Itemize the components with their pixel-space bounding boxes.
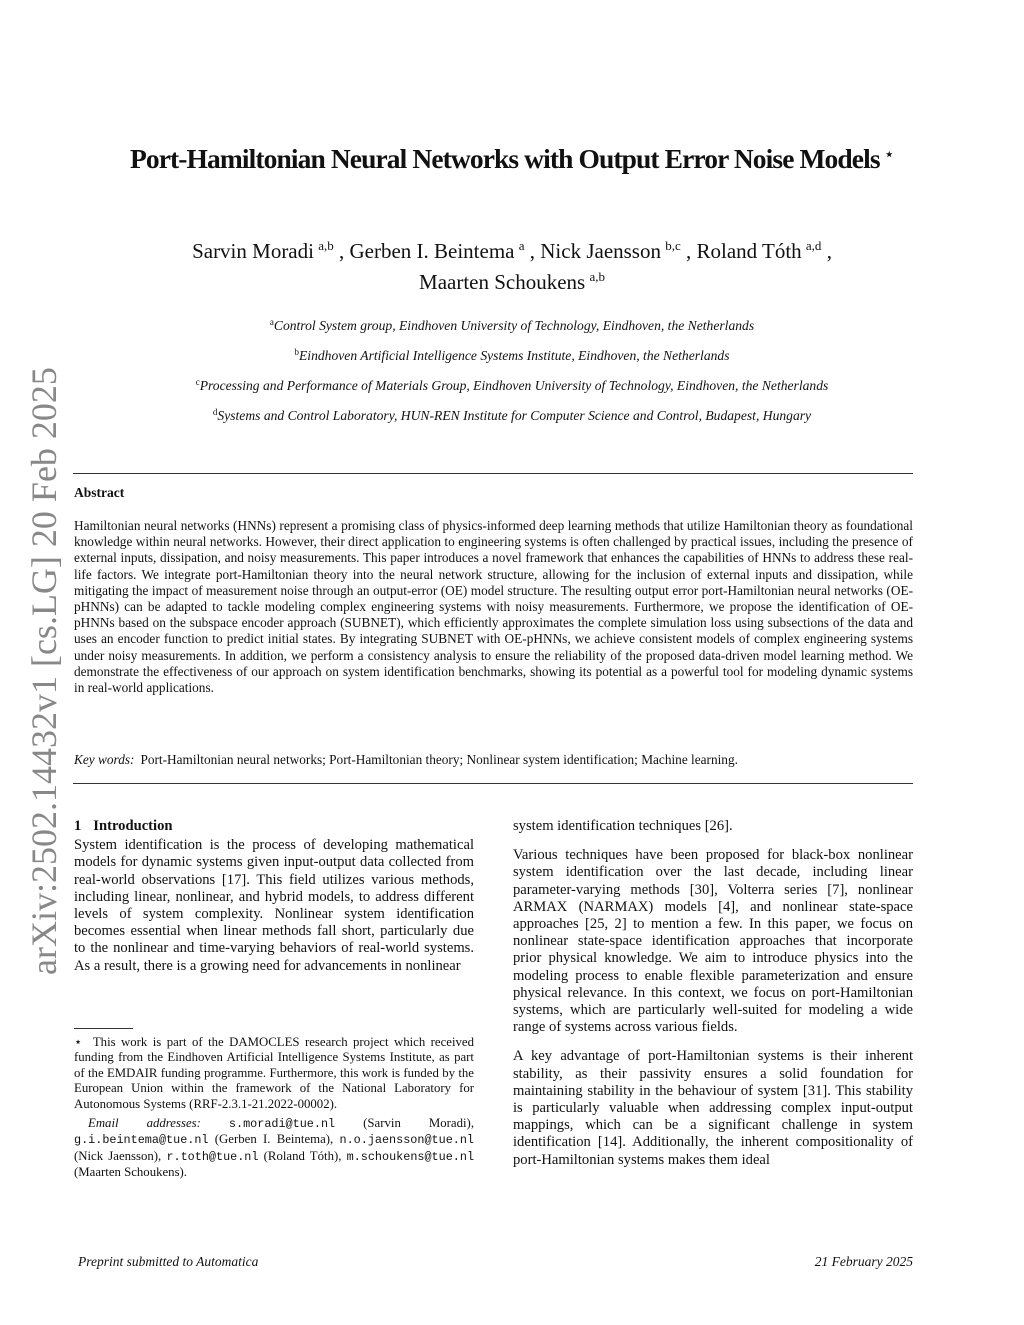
- arxiv-identifier-stamp: arXiv:2502.14432v1 [cs.LG] 20 Feb 2025: [24, 367, 64, 975]
- affiliation-text: Control System group, Eindhoven University of Technology, Eindhoven, the Netherlands: [273, 318, 755, 333]
- author-name: Sarvin Moradi: [192, 239, 314, 263]
- affiliation-mark: b: [294, 347, 299, 357]
- email-link[interactable]: s.moradi@tue.nl: [228, 1117, 336, 1132]
- keywords-label: Key words:: [74, 752, 135, 767]
- title-footnote-marker: ⋆: [883, 144, 895, 164]
- affiliation-mark: a: [269, 317, 274, 327]
- email-link[interactable]: g.i.beintema@tue.nl: [74, 1133, 209, 1148]
- footnote-rule: [74, 1028, 133, 1029]
- abstract-body: Hamiltonian neural networks (HNNs) represent a promising class of physics-informed deep learning methods that utilize Hamiltonian theory as foundational knowledge within neural networks. However, their direct application to engineering systems is often challenged by practical issues, including the presence of external inputs, dissipation, and noisy measurements. This paper introduces a novel framework that enhances the capabilities of HNNs to address these real-life factors. We integrate port-Hamiltonian theory into the neural network structure, allowing for the inclusion of external inputs and dissipation, while mitigating the impact of measurement noise through an output-error (OE) model structure. The resulting output error port-Hamiltonian neural networks (OE-pHNNs) can be adapted to tackle modeling complex engineering systems with noisy measurements. Furthermore, we propose the identification of OE-pHNNs based on the subspace encoder approach (SUBNET), which efficiently approximates the complete simulation loss using subsections of the data and uses an encoder function to predict initial states. By integrating SUBNET with OE-pHNNs, we achieve consistent models of complex engineering systems under noisy measurements. In addition, we perform a consistency analysis to ensure the reliability of the proposed data-driven model learning method. We demonstrate the effectiveness of our approach on system identification benchmarks, showing its potential as a powerful tool for modeling dynamic systems in real-world applications.: [74, 518, 913, 696]
- footer-date: 21 February 2025: [814, 1254, 913, 1269]
- author-name: Roland Tóth: [696, 239, 802, 263]
- affiliation-mark: c: [195, 377, 200, 387]
- author-affiliation-mark: a,b: [318, 238, 334, 253]
- paragraph: Various techniques have been proposed for black-box nonlinear system identification over the last decade, including linear parameter-varying methods [30], Volterra series [7], nonlinear ARMAX (NARMAX) models [4], and nonlinear state-space approaches [25, 2] to mention a few. In this paper, we focus on nonlinear state-space identification approaches that incorporate prior physical knowledge. We aim to introduce physics into the modeling process to enable flexible parameterization and ensure physical relevance. In this context, we focus on port-Hamiltonian systems, which are particularly well-suited for modeling a wide range of systems across various fields.: [513, 847, 913, 1036]
- left-column: [74, 818, 474, 975]
- email-label: Email addresses:: [88, 1116, 201, 1131]
- email-link[interactable]: m.schoukens@tue.nl: [346, 1149, 475, 1164]
- section-number: 1: [74, 818, 82, 834]
- author-list: Sarvin Moradi $^{a,b}$ , Gerben I. Beintema $^a$ , Nick Jaensson $^{b,c}$ , Roland Tóth $^{a,d}$ , Maarten Schoukens $^{a,b}$: [192, 238, 832, 294]
- abstract-top-rule: [73, 473, 913, 474]
- affiliation: [0, 408, 1024, 424]
- keywords-text: Port-Hamiltonian neural networks; Port-Hamiltonian theory; Nonlinear system identification; Machine learning.: [140, 752, 738, 767]
- footnote-marker: ⋆: [74, 1035, 83, 1049]
- keywords-line: [74, 752, 913, 768]
- right-column: [513, 818, 913, 1169]
- footer-preprint-note: Preprint submitted to Automatica: [78, 1254, 259, 1269]
- footnote: [74, 1035, 474, 1181]
- funding-footnote: [74, 1035, 474, 1112]
- author-affiliation-mark: a: [518, 238, 525, 253]
- section-title: Introduction: [93, 818, 173, 834]
- section-heading: [74, 818, 474, 835]
- author-affiliation-mark: a,b: [589, 269, 605, 284]
- paragraph: System identification is the process of developing mathematical models for dynamic systems given input-output data collected from real-world observations [17]. This field utilizes various methods, including linear, nonlinear, and hybrid models, to address different levels of system complexity. Nonlinear system identification becomes essential when linear methods fall short, particularly due to the nonlinear and time-varying behaviors of real-world systems. As a result, there is a growing need for advancements in nonlinear: [74, 837, 474, 974]
- author-affiliation-mark: a,d: [805, 238, 822, 253]
- email-footnote: [74, 1116, 474, 1181]
- paper-title: [0, 143, 1024, 175]
- affiliation-mark: d: [212, 407, 218, 417]
- paragraph: system identification techniques [26].: [513, 818, 733, 834]
- affiliation: [0, 378, 1024, 394]
- email-link[interactable]: n.o.jaensson@tue.nl: [339, 1133, 475, 1148]
- author-name: Nick Jaensson: [540, 239, 661, 263]
- affiliation-text: Processing and Performance of Materials Group, Eindhoven University of Technology, Eindhoven, the Netherlands: [199, 378, 829, 393]
- author-name: Gerben I. Beintema: [349, 239, 515, 263]
- email-owner: (Nick Jaensson),: [74, 1148, 162, 1163]
- affiliation-text: Systems and Control Laboratory, HUN-REN Institute for Computer Science and Control, Budapest, Hungary: [217, 408, 812, 423]
- footnote-text: This work is part of the DAMOCLES research project which received funding from the Eindhoven Artificial Intelligence Systems Institute, as part of the EMDAIR funding programme. Furthermore, this work is funded by the European Union within the framework of the National Laboratory for Autonomous Systems (RRF-2.3.1-21.2022-00002).: [74, 1035, 474, 1111]
- author-affiliation-mark: b,c: [665, 238, 681, 253]
- email-owner: (Maarten Schoukens).: [74, 1165, 188, 1180]
- abstract-heading: Abstract: [74, 485, 125, 500]
- affiliation: [0, 318, 1024, 334]
- email-owner: (Roland Tóth),: [263, 1148, 342, 1163]
- affiliation: [0, 348, 1024, 364]
- author-name: Maarten Schoukens: [419, 270, 586, 294]
- email-owner: (Gerben I. Beintema),: [214, 1132, 334, 1147]
- abstract-bottom-rule: [73, 783, 913, 784]
- affiliation-text: Eindhoven Artificial Intelligence Systems Institute, Eindhoven, the Netherlands: [299, 348, 730, 363]
- title-text: Port-Hamiltonian Neural Networks with Output Error Noise Models: [129, 143, 880, 174]
- paragraph: A key advantage of port-Hamiltonian systems is their inherent stability, as their passivity ensures a solid foundation for maintaining stability in the behaviour of system [31]. This stability is particularly valuable when addressing complex input-output mappings, which can be a significant challenge in system identification [14]. Additionally, the inherent compositionality of port-Hamiltonian systems makes them ideal: [513, 1048, 913, 1168]
- email-link[interactable]: r.toth@tue.nl: [166, 1149, 259, 1164]
- email-owner: (Sarvin Moradi),: [363, 1116, 475, 1131]
